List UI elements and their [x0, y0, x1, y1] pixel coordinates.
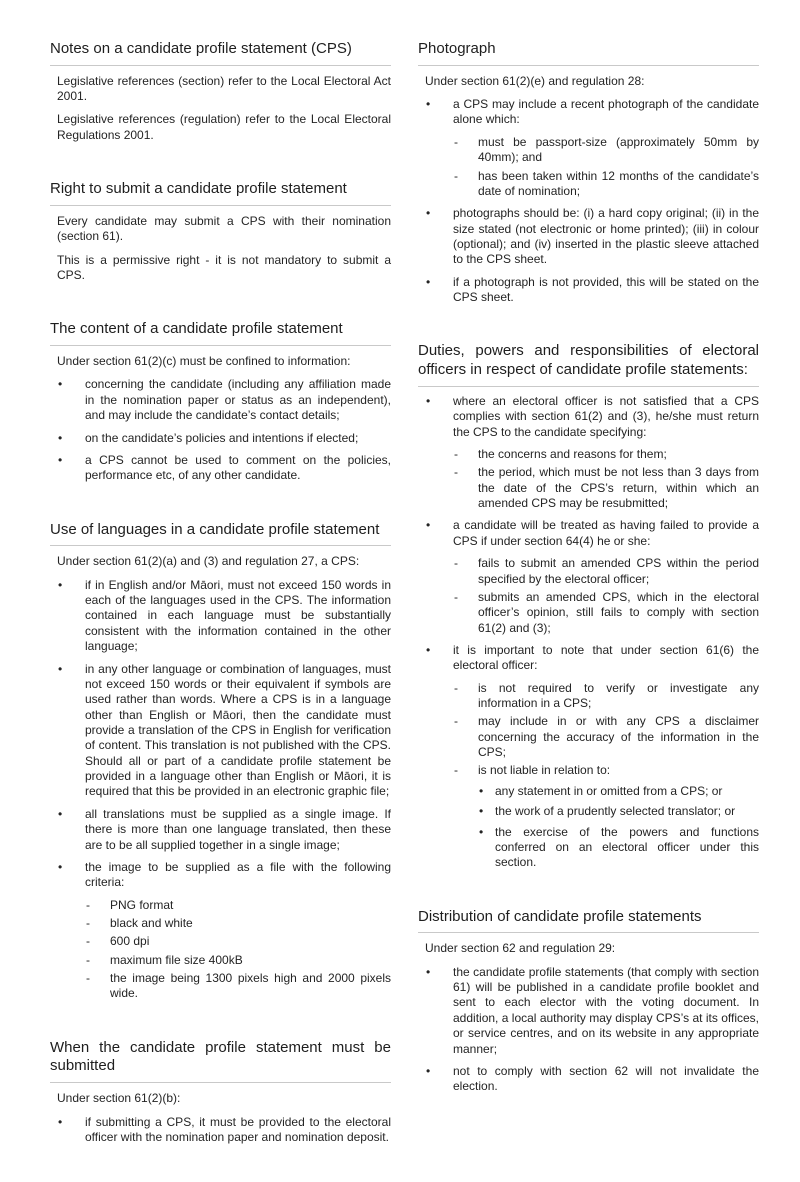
dash-marker: -	[454, 168, 458, 183]
item-text: if in English and/or Māori, must not exceed 150 words in each of the languages used in the CPS. The information contained in each language must be substantially consistent with the information contained in the other language;	[85, 577, 391, 654]
item-text: the image to be supplied as a file with the following criteria:	[85, 859, 391, 890]
bullet-marker: •	[479, 824, 484, 839]
item-text: submits an amended CPS, which in the electoral officer’s opinion, still fails to comply with section 61(2) and (3);	[478, 589, 759, 635]
item-text: PNG format	[110, 897, 174, 912]
section-heading: The content of a candidate profile statement	[50, 320, 391, 346]
bullet-marker: •	[426, 1063, 431, 1078]
item-text: maximum file size 400kB	[110, 952, 243, 967]
bullet-marker: •	[426, 206, 431, 221]
bullet-item	[418, 394, 759, 440]
item-text: is not liable in relation to:	[478, 763, 611, 778]
paragraph: Under section 61(2)(c) must be confined to information:	[57, 354, 351, 369]
section-heading: Notes on a candidate profile statement (CPS)	[50, 40, 391, 66]
item-text: concerning the candidate (including any affiliation made in the nomination paper or status as an independent), and may include the candidate’s contact details;	[85, 377, 391, 423]
dash-item	[418, 714, 759, 760]
item-text: may include in or with any CPS a disclaimer concerning the accuracy of the information in the CPS;	[478, 714, 759, 760]
dash-marker: -	[454, 556, 458, 571]
item-text: 600 dpi	[110, 934, 150, 949]
bullet-marker: •	[479, 804, 484, 819]
dash-item	[418, 590, 759, 636]
item-text: a candidate will be treated as having failed to provide a CPS if under section 64(4) he or she:	[453, 518, 759, 548]
bullet-item	[50, 377, 391, 423]
bullet-item	[50, 578, 391, 655]
dash-marker: -	[454, 134, 458, 149]
subbullet-item	[418, 784, 759, 799]
bullet-marker: •	[58, 452, 63, 467]
bullet-marker: •	[426, 97, 431, 112]
dash-marker: -	[454, 465, 458, 480]
paragraph: Legislative references (regulation) refer to the Local Electoral Regulations 2001.	[57, 112, 391, 142]
bullet-marker: •	[426, 964, 431, 979]
paragraph: This is a permissive right - it is not mandatory to submit a CPS.	[57, 252, 391, 283]
bullet-marker: •	[426, 642, 431, 657]
bullet-item	[418, 275, 759, 306]
item-text: not to comply with section 62 will not invalidate the election.	[453, 1063, 759, 1094]
section-heading: Duties, powers and responsibilities of electoral officers in respect of candidate profile statements:	[418, 342, 759, 387]
bullet-item	[50, 453, 391, 484]
dash-item	[50, 916, 391, 931]
bullet-marker: •	[58, 806, 63, 821]
item-text: a CPS cannot be used to comment on the policies, performance etc, of any other candidate.	[85, 452, 391, 483]
section-heading: Right to submit a candidate profile statement	[50, 180, 391, 206]
bullet-item	[50, 431, 391, 446]
bullet-item	[418, 518, 759, 549]
bullet-item	[418, 206, 759, 267]
dash-marker: -	[454, 447, 458, 461]
section-heading: Distribution of candidate profile statements	[418, 908, 759, 934]
section-photograph	[418, 40, 759, 305]
item-text: it is important to note that under section 61(6) the electoral officer:	[453, 642, 759, 673]
bullet-marker: •	[58, 577, 63, 592]
section-content-of-cps	[50, 320, 391, 483]
bullet-item	[50, 807, 391, 853]
dash-marker: -	[86, 971, 90, 986]
dash-item	[418, 556, 759, 587]
dash-marker: -	[454, 589, 458, 604]
item-text: a CPS may include a recent photograph of the candidate alone which:	[453, 97, 759, 127]
section-when-submitted	[50, 1039, 391, 1146]
bullet-marker: •	[479, 783, 484, 798]
dash-item	[418, 465, 759, 511]
bullet-marker: •	[58, 661, 63, 676]
dash-marker: -	[454, 714, 458, 729]
bullet-marker: •	[426, 518, 431, 533]
item-text: any statement in or omitted from a CPS; or	[495, 783, 723, 798]
item-text: in any other language or combination of languages, must not exceed 150 words or their equivalent if symbols are used rather than words. Where a CPS is in a language other than English or Māori, then the candidate must provide a translation of the CPS in English for verification of content. This translation is not published with the CPS. Should all or part of a candidate profile statement be provided in a language other than English or Māori, it is required that this be provided in an electronic graphic file;	[85, 661, 391, 799]
item-text: the candidate profile statements (that comply with section 61) will be published in a candidate profile booklet and sent to each elector with the voting document. In addition, a local authority may display CPS’s at its offices, or service centres, and on its website in any appropriate manner;	[453, 964, 759, 1056]
subbullet-item	[418, 825, 759, 871]
bullet-marker: •	[58, 859, 63, 874]
bullet-marker: •	[58, 377, 63, 392]
section-right-to-submit	[50, 180, 391, 283]
item-text: where an electoral officer is not satisfied that a CPS complies with section 61(2) and (3), he/she must return the CPS to the candidate specifying:	[453, 393, 759, 439]
bullet-marker: •	[426, 393, 431, 408]
section-use-of-languages	[50, 521, 391, 1002]
dash-item	[418, 681, 759, 712]
bullet-item	[418, 965, 759, 1057]
item-text: the concerns and reasons for them;	[478, 447, 667, 461]
item-text: the work of a prudently selected translator; or	[495, 804, 736, 819]
paragraph: Under section 61(2)(b):	[57, 1091, 181, 1106]
section-heading: Photograph	[418, 40, 759, 66]
bullet-item	[418, 1064, 759, 1095]
dash-item	[418, 169, 759, 200]
section-heading: Use of languages in a candidate profile statement	[50, 521, 391, 547]
dash-item	[418, 135, 759, 166]
paragraph: Under section 62 and regulation 29:	[425, 941, 616, 956]
paragraph: Under section 61(2)(a) and (3) and regulation 27, a CPS:	[57, 554, 360, 569]
section-duties-powers	[418, 342, 759, 870]
item-text: if a photograph is not provided, this will be stated on the CPS sheet.	[453, 274, 759, 305]
dash-marker: -	[454, 680, 458, 695]
bullet-marker: •	[426, 274, 431, 289]
dash-marker: -	[454, 763, 458, 778]
bullet-marker: •	[58, 1114, 63, 1129]
dash-item	[50, 934, 391, 949]
item-text: fails to submit an amended CPS within the period specified by the electoral officer;	[478, 556, 759, 586]
subbullet-item	[418, 804, 759, 819]
item-text: all translations must be supplied as a single image. If there is more than one language translated, then these are to be all supplied together in a single image;	[85, 806, 391, 852]
dash-marker: -	[86, 952, 90, 967]
bullet-item	[418, 643, 759, 674]
bullet-item	[50, 860, 391, 891]
right-column	[418, 40, 759, 1182]
bullet-marker: •	[58, 430, 63, 445]
dash-marker: -	[86, 897, 90, 912]
dash-marker: -	[86, 934, 90, 949]
bullet-item	[50, 662, 391, 800]
left-column	[50, 40, 391, 1182]
item-text: the image being 1300 pixels high and 2000 pixels wide.	[110, 971, 391, 1001]
section-notes-on-cps	[50, 40, 391, 143]
dash-item	[50, 898, 391, 913]
section-distribution	[418, 908, 759, 1095]
paragraph: Legislative references (section) refer to the Local Electoral Act 2001.	[57, 73, 391, 104]
section-heading: When the candidate profile statement must be submitted	[50, 1039, 391, 1084]
dash-marker: -	[86, 915, 90, 930]
item-text: must be passport-size (approximately 50mm by 40mm); and	[478, 134, 759, 165]
item-text: if submitting a CPS, it must be provided to the electoral officer with the nomination paper and nomination deposit.	[85, 1114, 391, 1144]
item-text: the period, which must be not less than 3 days from the date of the CPS’s return, within which an amended CPS may be resubmitted;	[478, 465, 759, 511]
item-text: has been taken within 12 months of the candidate’s date of nomination;	[478, 168, 759, 198]
dash-item	[418, 447, 759, 462]
item-text: on the candidate’s policies and intentions if elected;	[85, 430, 359, 445]
paragraph: Every candidate may submit a CPS with their nomination (section 61).	[57, 213, 391, 244]
item-text: photographs should be: (i) a hard copy original; (ii) in the size stated (not electronic or home printed); (iii) in colour (optional); and (iv) inserted in the plastic sleeve attached to the CPS sheet.	[453, 206, 759, 267]
item-text: black and white	[110, 915, 193, 930]
dash-item	[50, 971, 391, 1002]
paragraph: Under section 61(2)(e) and regulation 28:	[425, 73, 645, 88]
dash-item	[418, 763, 759, 778]
item-text: is not required to verify or investigate any information in a CPS;	[478, 680, 759, 711]
dash-item	[50, 953, 391, 968]
bullet-item	[418, 97, 759, 128]
item-text: the exercise of the powers and functions conferred on an electoral officer under this section.	[495, 824, 759, 870]
